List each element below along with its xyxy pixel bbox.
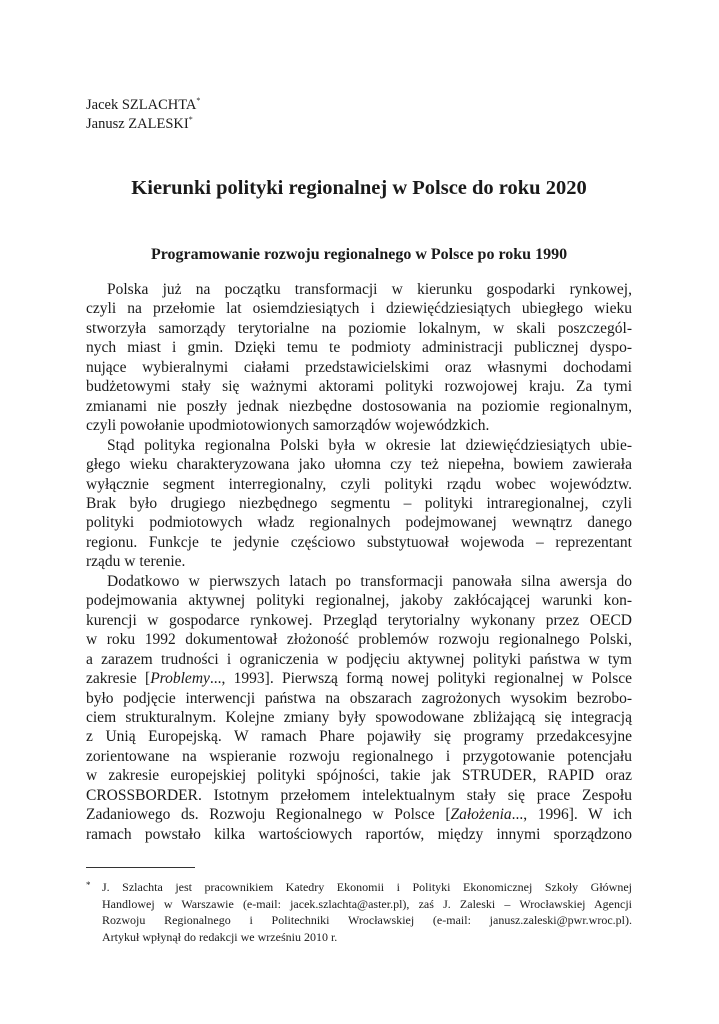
section-heading: Programowanie rozwoju regionalnego w Polsce po roku 1990	[150, 246, 568, 263]
citation-title: Problemy	[150, 670, 210, 688]
author-last-name: ZALESKI	[128, 116, 189, 132]
article-body	[86, 280, 632, 844]
paragraph-2	[86, 436, 632, 572]
paragraph-1	[86, 280, 632, 436]
text-line: podejmowania aktywnej polityki regionalnej, jakoby zakłócającej warunki kon-	[86, 592, 632, 610]
citation-title: Założenia	[450, 806, 512, 824]
article-title: Kierunki polityki regionalnej w Polsce do roku 2020	[131, 177, 587, 199]
footnote-line: Rozwoju Regionalnego i Politechniki Wrocławskiej (e-mail: janusz.zaleski@pwr.wroc.pl).	[102, 913, 632, 927]
text-line-with-citation	[86, 669, 632, 688]
text-line: zmianami nie poszły jednak niezbędne dostosowania na poziomie regionalnym,	[86, 397, 632, 415]
text-line-with-citation	[86, 805, 632, 824]
text-line: czyli na przełomie lat osiemdziesiątych i dziewięćdziesiątych ubiegłego wieku	[86, 300, 632, 318]
text-line: Dodatkowo w pierwszych latach po transformacji panowała silna awersja do	[107, 572, 632, 590]
paragraph-3	[86, 572, 632, 844]
author-first-name: Janusz	[86, 116, 125, 132]
author-1	[86, 96, 632, 115]
text-line: w zakresie europejskiej polityki spójności, takie jak STRUDER, RAPID oraz	[86, 767, 632, 785]
footnote	[86, 879, 632, 945]
text-line: CROSSBORDER. Istotnym przełomem intelektualnym stały się prace Zespołu	[86, 786, 632, 804]
author-list	[86, 96, 632, 134]
text-line: głego wieku charakteryzowana jako ułomna czy też niepełna, bowiem zawierała	[86, 456, 632, 474]
footnote-marker: *	[86, 880, 91, 890]
text-line: Polska już na początku transformacji w kierunku gospodarki rynkowej,	[107, 281, 632, 298]
author-last-name: SZLACHTA	[121, 97, 197, 113]
text-line: Brak było drugiego niezbędnego segmentu – polityki intraregionalnej, czyli	[86, 494, 632, 512]
text-line: było podjęcie interwencji państwa na obszarach zagrożonych wysokim bezrobo-	[86, 689, 632, 707]
text-fragment: ..., 1996]. W ich	[511, 806, 632, 824]
article-page	[86, 96, 632, 844]
text-line: budżetowymi stały się ważnymi aktorami polityki rozwojowej kraju. Za tymi	[86, 378, 632, 396]
text-line: ramach powstało kilka wartościowych raportów, między innymi sporządzono	[86, 825, 632, 843]
author-first-name: Jacek	[86, 97, 119, 113]
text-line: polityki podmiotowych władz regionalnych podejmowanej wewnątrz danego	[86, 514, 632, 532]
text-line: rządu w terenie.	[86, 553, 186, 571]
text-fragment: Zadaniowego ds. Rozwoju Regionalnego w Polsce [	[86, 806, 451, 824]
footnote-marker: *	[188, 115, 193, 125]
text-line: wyłącznie segment interregionalny, czyli polityki rządu wobec województw.	[86, 475, 632, 493]
footnote-marker: *	[196, 96, 201, 106]
author-2	[86, 115, 632, 134]
text-line: Stąd polityka regionalna Polski była w okresie lat dziewięćdziesiątych ubie-	[107, 436, 632, 454]
text-line: nujące wybieralnymi ciałami przedstawicielskimi oraz własnymi dochodami	[86, 358, 632, 376]
footnote-line: Handlowej w Warszawie (e-mail: jacek.szlachta@aster.pl), zaś J. Zaleski – Wrocławskiej Agencji	[102, 896, 632, 911]
footnote-line: J. Szlachta jest pracownikiem Katedry Ekonomii i Polityki Ekonomicznej Szkoły Głównej	[102, 880, 632, 894]
text-line: stworzyła samorządy terytorialne na poziomie lokalnym, w skali poszczegól-	[86, 319, 632, 337]
text-line: a zarazem trudności i ograniczenia w podjęciu aktywnej polityki państwa w tym	[86, 650, 632, 668]
footnote-divider	[86, 867, 195, 868]
text-fragment: zakresie [	[86, 670, 151, 688]
footnote-line: Artykuł wpłynął do redakcji we wrześniu 2010 r.	[102, 929, 338, 944]
text-line: czyli powołanie upodmiotowionych samorządów wojewódzkich.	[86, 417, 490, 435]
text-line: zorientowane na wspieranie rozwoju regionalnego i przygotowanie potencjału	[86, 747, 632, 765]
text-line: regionu. Funkcje te jedynie częściowo substytuował wojewoda – reprezentant	[86, 533, 632, 551]
text-line: nych miast i gmin. Dzięki temu te podmioty administracji publicznej dyspo-	[86, 339, 632, 357]
text-line: z Unią Europejską. W ramach Phare pojawiły się programy przedakcesyjne	[86, 728, 632, 746]
text-fragment: ..., 1993]. Pierwszą formą nowej polityki regionalnej w Polsce	[209, 670, 632, 688]
text-line: w roku 1992 dokumentował złożoność problemów rozwoju regionalnego Polski,	[86, 631, 632, 649]
text-line: ciem strukturalnym. Kolejne zmiany były spowodowane zbliżającą się integracją	[86, 708, 632, 726]
text-line: kurencji w gospodarce rynkowej. Przegląd terytorialny wykonany przez OECD	[86, 611, 632, 629]
